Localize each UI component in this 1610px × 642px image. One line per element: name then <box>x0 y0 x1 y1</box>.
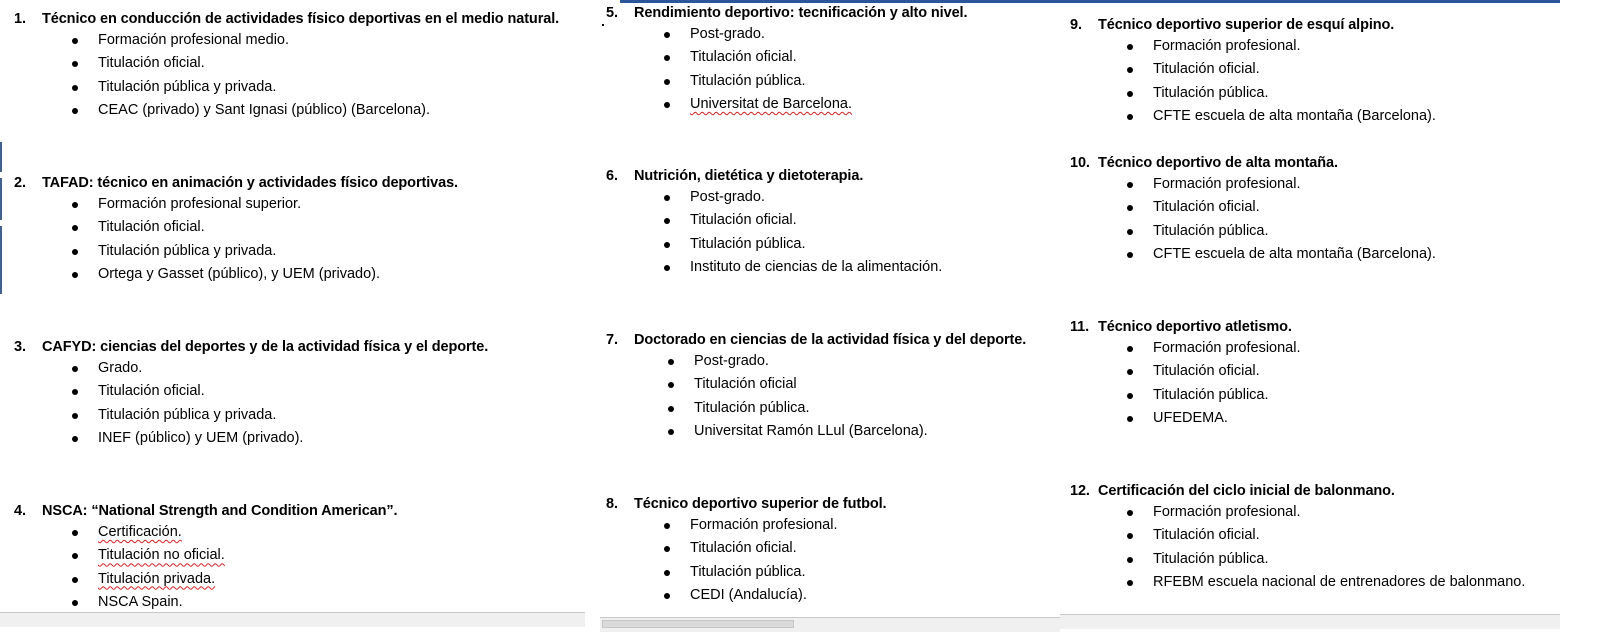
bullet-icon <box>664 55 670 61</box>
bullet-item <box>690 514 887 537</box>
bullet-icon <box>668 406 674 412</box>
bullet-text: Titulación oficial. <box>1153 61 1260 78</box>
bullet-text: Titulación pública. <box>690 235 806 252</box>
window-title-bar <box>1060 0 1560 3</box>
item-number: 5. <box>606 5 618 21</box>
bullet-item <box>690 70 967 93</box>
bullet-text: Titulación pública. <box>690 563 806 580</box>
bullet-text: Titulación pública. <box>1153 550 1269 567</box>
bullet-text: Titulación oficial. <box>690 540 797 557</box>
item-number: 3. <box>14 339 26 355</box>
item-title: Certificación del ciclo inicial de balonmano. <box>1098 483 1395 499</box>
bullet-list <box>98 357 488 450</box>
list-item-8 <box>606 494 887 607</box>
bullet-icon <box>1127 114 1133 120</box>
bullet-icon <box>72 108 78 114</box>
bullet-icon <box>72 577 78 583</box>
bullet-icon <box>1127 580 1133 586</box>
bullet-text: Titulación pública y privada. <box>98 406 277 423</box>
item-heading <box>1070 481 1525 501</box>
document-page-3 <box>1060 0 1610 642</box>
item-number: 4. <box>14 503 26 519</box>
list-item-4 <box>14 501 397 614</box>
bullet-text: Titulación pública. <box>1153 84 1269 101</box>
bullet-icon <box>72 436 78 442</box>
bullet-icon <box>664 195 670 201</box>
bullet-item <box>98 544 397 567</box>
bullet-icon <box>1127 369 1133 375</box>
bullet-text: Post-grado. <box>694 353 769 369</box>
bullet-item <box>694 420 1026 443</box>
bullet-text: Formación profesional. <box>690 517 838 533</box>
bullet-icon <box>72 202 78 208</box>
item-heading <box>14 173 458 193</box>
bullet-text: Post-grado. <box>690 189 765 205</box>
bullet-item <box>98 263 458 286</box>
horizontal-scrollbar[interactable] <box>0 612 585 627</box>
bullet-item <box>1153 407 1301 430</box>
item-title: CAFYD: ciencias del deportes y de la actividad física y el deporte. <box>42 339 489 355</box>
bullet-item <box>1153 571 1525 594</box>
bullet-item <box>1153 35 1436 58</box>
bullet-list <box>1153 35 1436 128</box>
bullet-icon <box>664 593 670 599</box>
bullet-icon <box>72 553 78 559</box>
bullet-item <box>98 52 559 75</box>
bullet-text: Titulación oficial. <box>1153 199 1260 216</box>
margin-rule <box>0 142 2 172</box>
list-item-7 <box>606 330 1026 443</box>
bullet-item <box>1153 384 1301 407</box>
bullet-icon <box>72 389 78 395</box>
bullet-text: Titulación oficial. <box>690 212 797 229</box>
bullet-item <box>690 93 967 116</box>
bullet-text: Formación profesional. <box>1153 340 1301 356</box>
bullet-icon <box>668 359 674 365</box>
item-heading <box>14 337 488 357</box>
item-title: Técnico en conducción de actividades físico deportivas en el medio natural. <box>42 11 560 27</box>
bullet-icon <box>72 413 78 419</box>
item-number: 1. <box>14 11 26 27</box>
bullet-text: Ortega y Gasset (público), y UEM (privado). <box>98 265 381 282</box>
bullet-text: Formación profesional. <box>1153 176 1301 192</box>
bullet-item <box>98 29 559 52</box>
item-number: 9. <box>1070 17 1082 33</box>
bullet-text: CEAC (privado) y Sant Ignasi (público) (Barcelona). <box>98 101 431 118</box>
bullet-item <box>694 373 1026 396</box>
horizontal-scrollbar[interactable] <box>1060 614 1560 629</box>
bullet-item <box>1153 105 1436 128</box>
bullet-icon <box>1127 557 1133 563</box>
item-heading <box>1070 153 1436 173</box>
bullet-text: Titulación pública. <box>694 399 810 416</box>
bullet-icon <box>1127 182 1133 188</box>
bullet-text: Formación profesional. <box>1153 38 1301 54</box>
bullet-text: Titulación oficial. <box>98 55 205 72</box>
bullet-text: CFTE escuela de alta montaña (Barcelona). <box>1153 107 1436 124</box>
bullet-item <box>98 568 397 591</box>
item-title: Técnico deportivo de alta montaña. <box>1098 155 1338 171</box>
list-item-2 <box>14 173 458 286</box>
bullet-list <box>1153 501 1525 594</box>
list-item-6 <box>606 166 942 279</box>
bullet-text: Certificación. <box>98 524 182 540</box>
bullet-item <box>1153 360 1301 383</box>
margin-rule <box>0 226 2 294</box>
margin-rule <box>0 178 2 220</box>
bullet-item <box>1153 501 1525 524</box>
bullet-text: Instituto de ciencias de la alimentación. <box>690 258 943 275</box>
item-title: Doctorado en ciencias de la actividad física y del deporte. <box>634 332 1027 348</box>
bullet-item <box>98 240 458 263</box>
bullet-item <box>690 584 887 607</box>
bullet-icon <box>1127 205 1133 211</box>
bullet-icon <box>664 570 670 576</box>
item-title: Técnico deportivo atletismo. <box>1098 319 1292 335</box>
bullet-item <box>98 99 559 122</box>
bullet-item <box>694 397 1026 420</box>
bullet-text: Titulación oficial <box>694 376 797 393</box>
bullet-list <box>690 514 887 607</box>
bullet-icon <box>72 249 78 255</box>
bullet-text: Formación profesional superior. <box>98 196 302 212</box>
item-heading <box>606 3 967 23</box>
bullet-item <box>1153 58 1436 81</box>
list-item-11 <box>1070 317 1301 430</box>
bullet-icon <box>1127 91 1133 97</box>
bullet-icon <box>1127 229 1133 235</box>
bullet-icon <box>664 265 670 271</box>
bullet-text: Titulación oficial. <box>98 219 205 236</box>
bullet-text: Titulación pública. <box>690 72 806 89</box>
bullet-item <box>98 404 488 427</box>
bullet-list <box>690 23 967 116</box>
bullet-text: Universitat Ramón LLul (Barcelona). <box>694 422 928 439</box>
bullet-text: RFEBM escuela nacional de entrenadores de balonmano. <box>1153 573 1526 590</box>
bullet-item <box>690 561 887 584</box>
bullet-icon <box>1127 252 1133 258</box>
bullet-list <box>98 29 559 122</box>
item-heading <box>14 501 397 521</box>
bullet-list <box>98 521 397 614</box>
bullet-text: Grado. <box>98 360 143 376</box>
item-number: 7. <box>606 332 618 348</box>
bullet-icon <box>668 382 674 388</box>
horizontal-scrollbar[interactable] <box>600 617 1060 632</box>
bullet-list <box>1153 337 1301 430</box>
bullet-icon <box>664 218 670 224</box>
bullet-text: Titulación pública. <box>1153 386 1269 403</box>
bullet-text: CEDI (Andalucía). <box>690 586 807 603</box>
bullet-item <box>98 427 488 450</box>
bullet-text: Titulación pública y privada. <box>98 242 277 259</box>
bullet-item <box>1153 82 1436 105</box>
bullet-item <box>98 591 397 614</box>
bullet-icon <box>1127 393 1133 399</box>
item-number: 12. <box>1070 483 1090 499</box>
document-page-1 <box>0 0 600 642</box>
bullet-item <box>690 256 942 279</box>
bullet-icon <box>72 38 78 44</box>
bullet-item <box>690 537 887 560</box>
item-number: 8. <box>606 496 618 512</box>
bullet-icon <box>668 429 674 435</box>
bullet-item <box>690 23 967 46</box>
bullet-icon <box>72 600 78 606</box>
item-heading <box>606 494 887 514</box>
bullet-item <box>98 216 458 239</box>
item-number: 6. <box>606 168 618 184</box>
item-title: Rendimiento deportivo: tecnificación y alto nivel. <box>634 5 968 21</box>
bullet-item <box>1153 337 1301 360</box>
bullet-icon <box>1127 533 1133 539</box>
bullet-text: Titulación oficial. <box>1153 363 1260 380</box>
bullet-text: Formación profesional. <box>1153 504 1301 520</box>
bullet-text: Universitat de Barcelona. <box>690 95 852 112</box>
bullet-icon <box>664 79 670 85</box>
bullet-icon <box>72 225 78 231</box>
stray-mark <box>602 24 604 26</box>
bullet-text: Titulación oficial. <box>1153 527 1260 544</box>
bullet-icon <box>664 242 670 248</box>
bullet-text: Titulación pública y privada. <box>98 78 277 95</box>
bullet-item <box>1153 220 1436 243</box>
bullet-text: Titulación no oficial. <box>98 547 225 564</box>
bullet-icon <box>1127 416 1133 422</box>
item-number: 11. <box>1070 319 1090 335</box>
item-title: NSCA: “National Strength and Condition American”. <box>42 503 398 519</box>
bullet-item <box>98 521 397 544</box>
bullet-text: Titulación pública. <box>1153 222 1269 239</box>
bullet-icon <box>72 272 78 278</box>
item-heading <box>14 9 559 29</box>
list-item-1 <box>14 9 559 122</box>
item-heading <box>606 166 942 186</box>
bullet-icon <box>72 530 78 536</box>
item-number: 2. <box>14 175 26 191</box>
bullet-item <box>98 357 488 380</box>
bullet-item <box>690 233 942 256</box>
bullet-text: Formación profesional medio. <box>98 32 290 48</box>
bullet-icon <box>1127 510 1133 516</box>
bullet-icon <box>1127 346 1133 352</box>
item-heading <box>1070 15 1436 35</box>
item-number: 10. <box>1070 155 1090 171</box>
scrollbar-thumb[interactable] <box>602 620 794 628</box>
item-title: Nutrición, dietética y dietoterapia. <box>634 168 864 184</box>
bullet-icon <box>1127 67 1133 73</box>
item-title: Técnico deportivo superior de futbol. <box>634 496 887 512</box>
bullet-item <box>1153 196 1436 219</box>
bullet-item <box>690 209 942 232</box>
bullet-item <box>1153 548 1525 571</box>
list-item-10 <box>1070 153 1436 266</box>
bullet-icon <box>664 546 670 552</box>
bullet-text: Titulación oficial. <box>690 49 797 66</box>
bullet-item <box>694 350 1026 373</box>
bullet-text: Titulación privada. <box>98 570 216 587</box>
bullet-text: CFTE escuela de alta montaña (Barcelona). <box>1153 245 1436 262</box>
list-item-9 <box>1070 15 1436 128</box>
bullet-icon <box>664 32 670 38</box>
bullet-icon <box>72 61 78 67</box>
bullet-list <box>694 350 1026 443</box>
bullet-item <box>1153 243 1436 266</box>
bullet-item <box>1153 524 1525 547</box>
item-heading <box>1070 317 1301 337</box>
bullet-item <box>98 380 488 403</box>
item-title: Técnico deportivo superior de esquí alpino. <box>1098 17 1395 33</box>
bullet-icon <box>664 102 670 108</box>
bullet-icon <box>1127 44 1133 50</box>
bullet-icon <box>664 523 670 529</box>
bullet-item <box>98 76 559 99</box>
item-heading <box>606 330 1026 350</box>
bullet-text: Titulación oficial. <box>98 383 205 400</box>
item-title: TAFAD: técnico en animación y actividades físico deportivas. <box>42 175 458 191</box>
bullet-text: Post-grado. <box>690 26 765 42</box>
bullet-text: INEF (público) y UEM (privado). <box>98 429 304 446</box>
bullet-list <box>1153 173 1436 266</box>
bullet-text: NSCA Spain. <box>98 593 183 610</box>
bullet-item <box>690 186 942 209</box>
bullet-item <box>690 46 967 69</box>
list-item-5 <box>606 3 967 116</box>
bullet-list <box>690 186 942 279</box>
document-page-2 <box>600 0 1060 642</box>
bullet-item <box>98 193 458 216</box>
list-item-3 <box>14 337 488 450</box>
bullet-text: UFEDEMA. <box>1153 409 1228 426</box>
list-item-12 <box>1070 481 1525 594</box>
bullet-item <box>1153 173 1436 196</box>
bullet-icon <box>72 366 78 372</box>
bullet-icon <box>72 85 78 91</box>
bullet-list <box>98 193 458 286</box>
